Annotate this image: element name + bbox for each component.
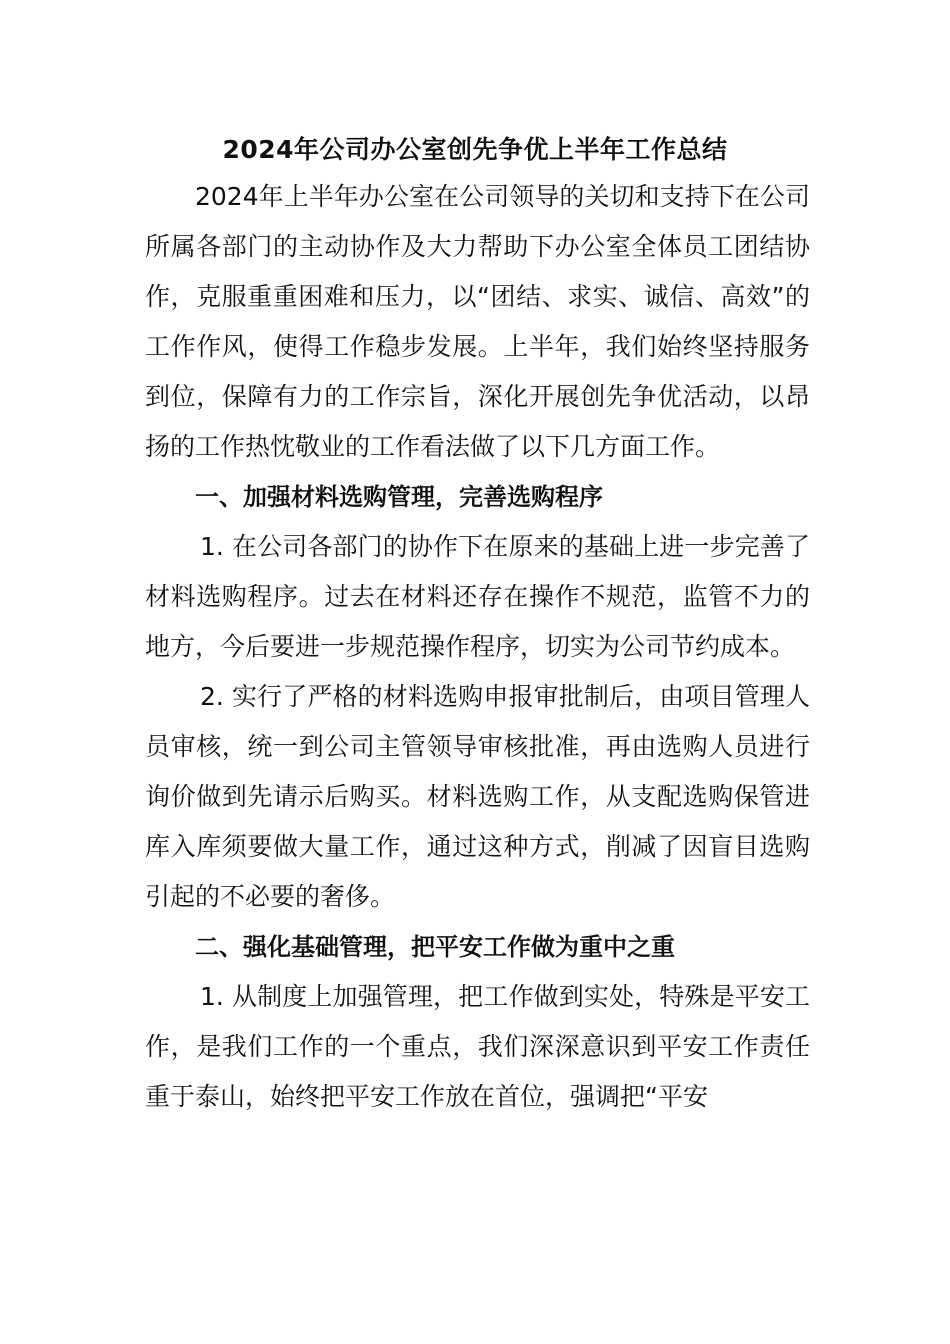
section-heading-2: 二、强化基础管理，把平安工作做为重中之重 (195, 933, 675, 961)
section1-item-1: 1. 在公司各部门的协作下在原来的基础上进一步完善了材料选购程序。过去在材料还存在操作不规范，监管不力的地方，今后要进一步规范操作程序，切实为公司节约成本。 (145, 532, 810, 661)
section-heading-1: 一、加强材料选购管理，完善选购程序 (195, 483, 603, 511)
document-body (145, 172, 810, 1122)
section2-item-1: 1. 从制度上加强管理，把工作做到实处，特殊是平安工作，是我们工作的一个重点，我们深深意识到平安工作责任重于泰山，始终把平安工作放在首位，强调把“平安 (145, 982, 810, 1111)
document-title: 2024年公司办公室创先争优上半年工作总结 (222, 135, 728, 164)
section1-item-2: 2. 实行了严格的材料选购申报审批制后，由项目管理人员审核，统一到公司主管领导审核批准，再由选购人员进行询价做到先请示后购买。材料选购工作，从支配选购保管进库入库须要做大量工作，通过这种方式，削减了因盲目选购引起的不必要的奢侈。 (145, 682, 810, 911)
intro-paragraph: 2024年上半年办公室在公司领导的关切和支持下在公司所属各部门的主动协作及大力帮助下办公室全体员工团结协作，克服重重困难和压力，以“团结、求实、诚信、高效”的工作作风，使得工作稳步发展。上半年，我们始终坚持服务到位，保障有力的工作宗旨，深化开展创先争优活动，以昂扬的工作热忱敬业的工作看法做了以下几方面工作。 (145, 182, 810, 461)
